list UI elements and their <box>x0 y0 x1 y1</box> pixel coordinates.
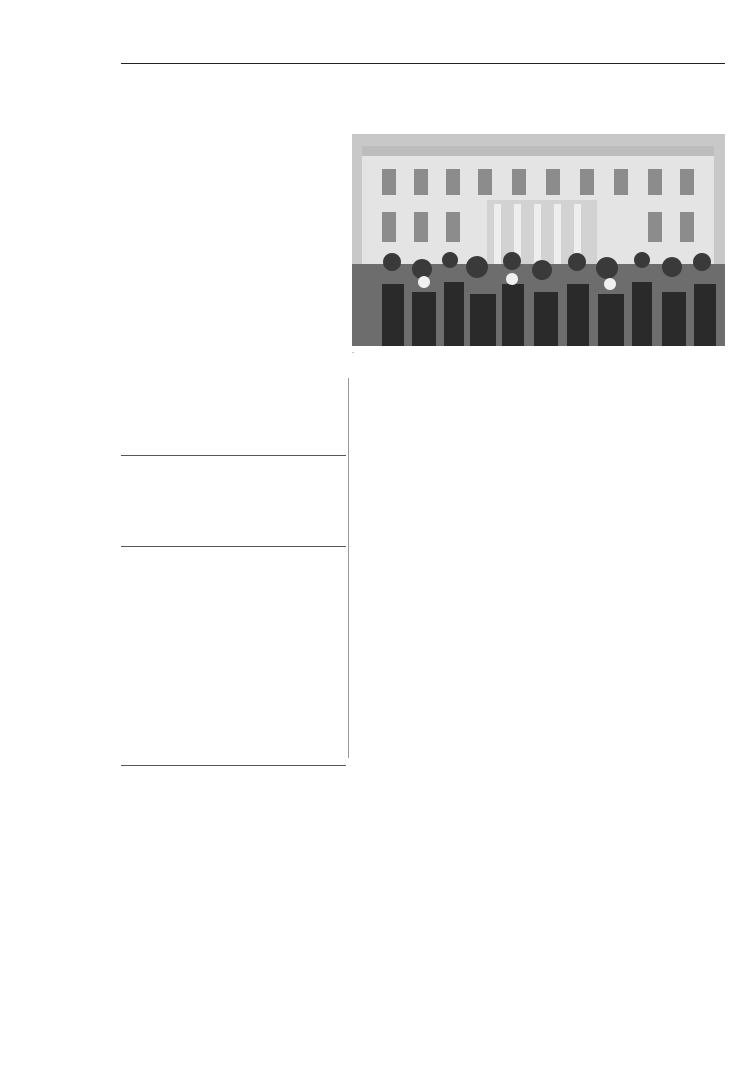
buckingham-palace-photo <box>352 134 725 346</box>
spain-article-body <box>121 474 346 542</box>
nederlander-article-body <box>121 810 346 1060</box>
divider <box>121 546 346 547</box>
header-rule <box>121 63 725 64</box>
divider <box>121 455 346 456</box>
divider <box>121 765 346 766</box>
commission-article-body <box>121 592 346 752</box>
column-rule <box>348 378 349 758</box>
photo-illustration <box>352 134 725 346</box>
lead-article-body <box>121 202 346 452</box>
lead-photo-caption: – <box>352 350 355 354</box>
